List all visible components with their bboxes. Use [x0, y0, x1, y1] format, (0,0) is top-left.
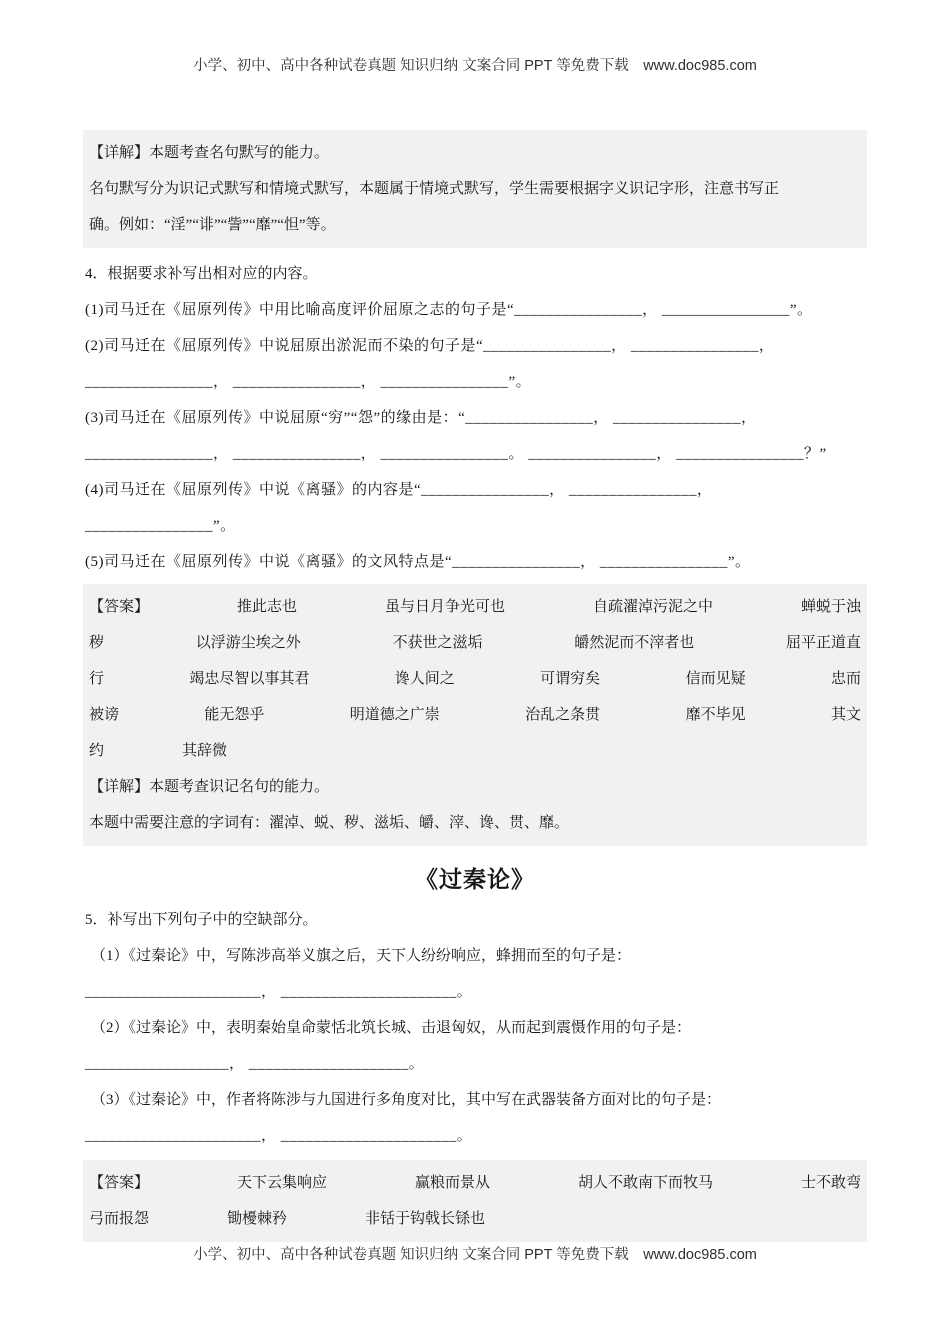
question-4-line-2: (2)司马迁在《屈原列传》中说屈原出淤泥而不染的句子是“________________， ________________，: [85, 338, 775, 354]
question-4: [85, 256, 865, 580]
detail-line: 【详解】本题考查名句默写的能力。: [89, 145, 330, 161]
answer-row: [89, 1165, 861, 1201]
answer-row: [89, 661, 861, 697]
answer-item: 皭然泥而不滓者也: [574, 635, 695, 651]
answer-item: 谗人间之: [394, 671, 455, 687]
answer-item: 秽: [89, 635, 105, 651]
answer-row: [89, 1201, 861, 1237]
answer-block-q4: [83, 584, 867, 846]
answer-item: 推此志也: [236, 599, 297, 615]
question-5-blank-1: ______________________， ______________________。: [85, 984, 473, 1000]
answer-row: [89, 733, 861, 769]
answer-item: 弓而报怨: [89, 1211, 150, 1227]
question-4-line-3: ________________， ________________， ________________”。: [85, 374, 532, 390]
answer-item: 竭忠尽智以事其君: [189, 671, 310, 687]
answer-item: 被谤: [89, 707, 120, 723]
question-4-line-4: (3)司马迁在《屈原列传》中说屈原“穷”“怨”的缘由是：“________________， ________________，: [85, 410, 757, 426]
section-heading-guoqinlun: 《过秦论》: [415, 866, 535, 892]
detail-line: 【详解】本题考查识记名句的能力。: [89, 779, 330, 795]
question-4-line-7: ________________”。: [85, 518, 236, 534]
footer-banner-text: 小学、初中、高中各种试卷真题 知识归纳 文案合同 PPT 等免费下载 www.doc985.com: [193, 1247, 757, 1263]
answer-item: 不获世之滋垢: [392, 635, 483, 651]
answer-item: 赢粮而景从: [414, 1175, 490, 1191]
question-5-item-3: （3）《过秦论》中，作者将陈涉与九国进行多角度对比，其中写在武器装备方面对比的句子是：: [91, 1092, 722, 1108]
answer-row: [89, 697, 861, 733]
answer-item: 行: [89, 671, 105, 687]
question-5-blank-3: ______________________， ______________________。: [85, 1128, 473, 1144]
answer-row: [89, 625, 861, 661]
question-5-item-2: （2）《过秦论》中，表明秦始皇命蒙恬北筑长城、击退匈奴，从而起到震慑作用的句子是：: [91, 1020, 692, 1036]
answer-label: 【答案】: [89, 1175, 150, 1191]
answer-item: 其文: [830, 707, 861, 723]
answer-item: 忠而: [830, 671, 861, 687]
question-4-line-5: ________________， ________________， ________________。 ________________， ________________？”: [85, 446, 827, 462]
answer-label: 【答案】: [89, 599, 150, 615]
answer-block-q5: [83, 1160, 867, 1242]
answer-item: 胡人不敢南下而牧马: [577, 1175, 713, 1191]
answer-item: 其辞微: [182, 743, 228, 759]
question-5-item-1: （1）《过秦论》中，写陈涉高举义旗之后，天下人纷纷响应，蜂拥而至的句子是：: [91, 948, 632, 964]
answer-item: 自疏濯淖污泥之中: [592, 599, 713, 615]
answer-row: [89, 589, 861, 625]
detail-line: 确。例如：“淫”“诽”“訾”“靡”“怛”等。: [89, 217, 336, 233]
answer-item: 约: [89, 743, 105, 759]
answer-item: 可谓穷矣: [540, 671, 601, 687]
question-5-stem: 5．补写出下列句子中的空缺部分。: [85, 912, 318, 928]
answer-item: 能无怨乎: [204, 707, 265, 723]
answer-item: 蝉蜕于浊: [800, 599, 861, 615]
question-4-line-1: (1)司马迁在《屈原列传》中用比喻高度评价屈原之志的句子是“________________， ________________”。: [85, 302, 813, 318]
answer-item: 天下云集响应: [236, 1175, 327, 1191]
question-4-stem: 4．根据要求补写出相对应的内容。: [85, 266, 318, 282]
answer-item: 非铦于钩戟长铩也: [365, 1211, 486, 1227]
answer-item: 以浮游尘埃之外: [195, 635, 301, 651]
answer-item: 士不敢弯: [800, 1175, 861, 1191]
answer-item: 信而见疑: [685, 671, 746, 687]
answer-item: 靡不毕见: [685, 707, 746, 723]
header-banner-text: 小学、初中、高中各种试卷真题 知识归纳 文案合同 PPT 等免费下载 www.doc985.com: [193, 58, 757, 74]
answer-item: 明道德之广崇: [349, 707, 440, 723]
question-4-line-8: (5)司马迁在《屈原列传》中说《离骚》的文风特点是“________________， ________________”。: [85, 554, 751, 570]
answer-item: 虽与日月争光可也: [384, 599, 505, 615]
answer-item: 屈平正道直: [785, 635, 861, 651]
question-5: [85, 902, 865, 1154]
question-5-blank-2: __________________， ____________________。: [85, 1056, 425, 1072]
answer-item: 治乱之条贯: [525, 707, 601, 723]
detail-block-q3: [83, 130, 867, 248]
detail-line: 名句默写分为识记式默写和情境式默写，本题属于情境式默写，学生需要根据字义识记字形，注意书写正: [89, 181, 780, 197]
detail-line: 本题中需要注意的字词有：濯淖、蜕、秽、滋垢、皭、滓、谗、贯、靡。: [89, 815, 570, 831]
answer-item: 锄櫌棘矜: [227, 1211, 288, 1227]
question-4-line-6: (4)司马迁在《屈原列传》中说《离骚》的内容是“________________， ________________，: [85, 482, 713, 498]
